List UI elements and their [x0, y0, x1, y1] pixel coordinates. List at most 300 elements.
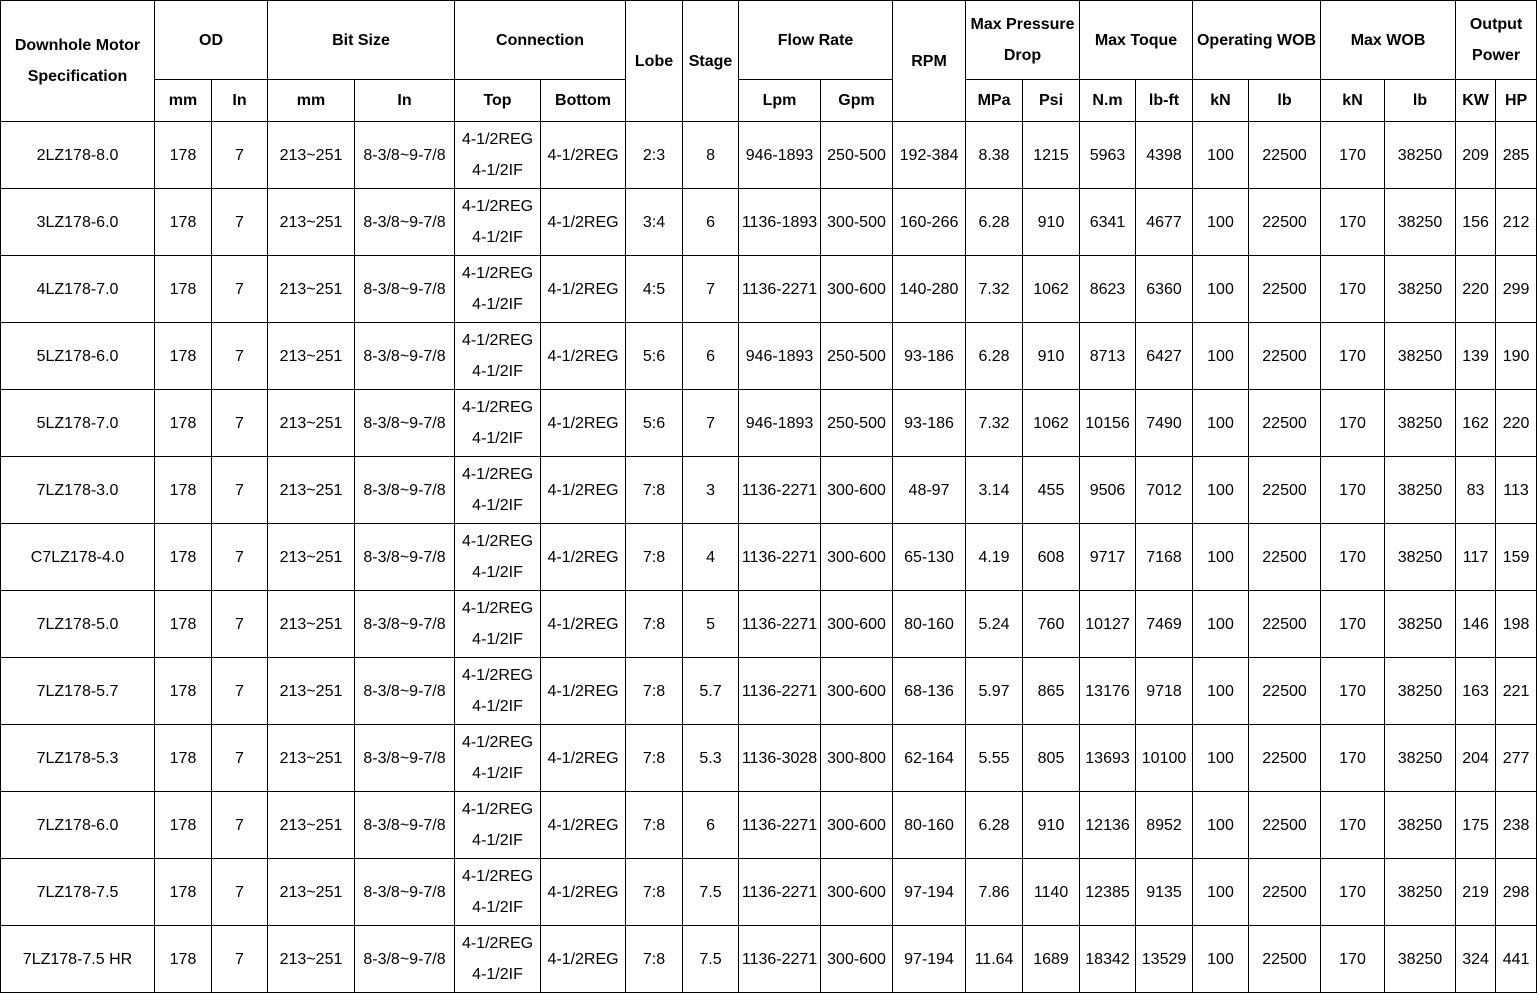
- cell-conn-bottom: 4-1/2REG: [541, 591, 626, 658]
- cell-power-hp: 159: [1496, 524, 1537, 591]
- cell-pressure-mpa: 5.24: [966, 591, 1023, 658]
- cell-conn-top-if: 4-1/2IF: [472, 497, 523, 514]
- cell-owob-lb: 22500: [1249, 390, 1321, 457]
- cell-bit-mm: 213~251: [268, 926, 355, 993]
- cell-owob-lb: 22500: [1249, 256, 1321, 323]
- cell-conn-top-if: 4-1/2IF: [472, 698, 523, 715]
- cell-mwob-kn: 170: [1321, 591, 1385, 658]
- cell-bit-mm: 213~251: [268, 859, 355, 926]
- cell-model: 7LZ178-7.5: [1, 859, 155, 926]
- cell-flow-gpm: 300-600: [821, 859, 893, 926]
- cell-rpm: 192-384: [893, 122, 966, 189]
- cell-model: 7LZ178-5.3: [1, 725, 155, 792]
- cell-conn-bottom: 4-1/2REG: [541, 457, 626, 524]
- header-rpm: RPM: [893, 1, 966, 122]
- cell-mwob-lb: 38250: [1385, 792, 1456, 859]
- cell-toque-lbft: 4677: [1136, 189, 1193, 256]
- cell-bit-in: 8-3/8~9-7/8: [355, 792, 455, 859]
- header-lobe: Lobe: [626, 1, 683, 122]
- subheader-pressure-mpa: MPa: [966, 80, 1023, 122]
- cell-owob-lb: 22500: [1249, 524, 1321, 591]
- cell-power-kw: 162: [1456, 390, 1496, 457]
- cell-power-hp: 285: [1496, 122, 1537, 189]
- cell-pressure-psi: 1062: [1023, 390, 1080, 457]
- cell-owob-kn: 100: [1193, 591, 1249, 658]
- subheader-power-kw: KW: [1456, 80, 1496, 122]
- cell-toque-nm: 5963: [1080, 122, 1136, 189]
- cell-owob-lb: 22500: [1249, 725, 1321, 792]
- cell-mwob-kn: 170: [1321, 859, 1385, 926]
- cell-lobe: 7:8: [626, 725, 683, 792]
- cell-toque-lbft: 7490: [1136, 390, 1193, 457]
- cell-pressure-psi: 1215: [1023, 122, 1080, 189]
- cell-owob-kn: 100: [1193, 323, 1249, 390]
- cell-lobe: 4:5: [626, 256, 683, 323]
- subheader-owob-lb: lb: [1249, 80, 1321, 122]
- cell-bit-in: 8-3/8~9-7/8: [355, 256, 455, 323]
- cell-flow-lpm: 1136-2271: [739, 792, 821, 859]
- cell-stage: 6: [683, 323, 739, 390]
- cell-conn-top: [455, 591, 541, 658]
- cell-od-mm: 178: [155, 591, 212, 658]
- cell-pressure-psi: 865: [1023, 658, 1080, 725]
- cell-pressure-mpa: 6.28: [966, 189, 1023, 256]
- cell-rpm: 97-194: [893, 926, 966, 993]
- header-operating-wob: Operating WOB: [1193, 1, 1321, 80]
- cell-stage: 6: [683, 189, 739, 256]
- header-bit-size: Bit Size: [268, 1, 455, 80]
- cell-pressure-mpa: 5.97: [966, 658, 1023, 725]
- cell-pressure-psi: 910: [1023, 792, 1080, 859]
- subheader-od-in: In: [212, 80, 268, 122]
- cell-model: 3LZ178-6.0: [1, 189, 155, 256]
- cell-conn-bottom: 4-1/2REG: [541, 323, 626, 390]
- cell-power-hp: 220: [1496, 390, 1537, 457]
- cell-conn-bottom: 4-1/2REG: [541, 859, 626, 926]
- cell-toque-lbft: 13529: [1136, 926, 1193, 993]
- cell-flow-lpm: 1136-2271: [739, 859, 821, 926]
- cell-od-mm: 178: [155, 457, 212, 524]
- cell-owob-lb: 22500: [1249, 926, 1321, 993]
- header-max-pressure-drop: Max Pressure Drop: [966, 1, 1080, 80]
- cell-bit-in: 8-3/8~9-7/8: [355, 122, 455, 189]
- cell-owob-kn: 100: [1193, 859, 1249, 926]
- table-row: [1, 189, 1537, 256]
- cell-lobe: 7:8: [626, 792, 683, 859]
- cell-lobe: 5:6: [626, 323, 683, 390]
- cell-power-kw: 156: [1456, 189, 1496, 256]
- subheader-conn-bottom: Bottom: [541, 80, 626, 122]
- cell-bit-mm: 213~251: [268, 524, 355, 591]
- cell-mwob-lb: 38250: [1385, 189, 1456, 256]
- header-max-toque: Max Toque: [1080, 1, 1193, 80]
- cell-conn-bottom: 4-1/2REG: [541, 524, 626, 591]
- table-row: [1, 323, 1537, 390]
- cell-power-kw: 220: [1456, 256, 1496, 323]
- cell-od-mm: 178: [155, 390, 212, 457]
- cell-conn-top-if: 4-1/2IF: [472, 363, 523, 380]
- cell-toque-nm: 12385: [1080, 859, 1136, 926]
- table-row: [1, 457, 1537, 524]
- header-flow-rate: Flow Rate: [739, 1, 893, 80]
- cell-flow-lpm: 1136-3028: [739, 725, 821, 792]
- cell-power-hp: 277: [1496, 725, 1537, 792]
- cell-mwob-kn: 170: [1321, 390, 1385, 457]
- cell-owob-kn: 100: [1193, 256, 1249, 323]
- cell-bit-in: 8-3/8~9-7/8: [355, 725, 455, 792]
- cell-pressure-psi: 608: [1023, 524, 1080, 591]
- cell-conn-bottom: 4-1/2REG: [541, 926, 626, 993]
- cell-power-kw: 219: [1456, 859, 1496, 926]
- table-row: [1, 658, 1537, 725]
- cell-conn-top-if: 4-1/2IF: [472, 296, 523, 313]
- cell-owob-kn: 100: [1193, 189, 1249, 256]
- cell-od-mm: 178: [155, 725, 212, 792]
- cell-owob-lb: 22500: [1249, 323, 1321, 390]
- cell-flow-lpm: 1136-2271: [739, 926, 821, 993]
- cell-power-hp: 299: [1496, 256, 1537, 323]
- table-row: [1, 122, 1537, 189]
- cell-bit-mm: 213~251: [268, 390, 355, 457]
- cell-flow-gpm: 250-500: [821, 323, 893, 390]
- cell-flow-lpm: 1136-2271: [739, 658, 821, 725]
- cell-mwob-kn: 170: [1321, 792, 1385, 859]
- cell-toque-nm: 13693: [1080, 725, 1136, 792]
- cell-conn-top-reg: 4-1/2REG: [461, 935, 534, 952]
- cell-bit-mm: 213~251: [268, 256, 355, 323]
- subheader-toque-nm: N.m: [1080, 80, 1136, 122]
- cell-conn-top: [455, 524, 541, 591]
- cell-flow-gpm: 300-600: [821, 256, 893, 323]
- cell-conn-top-if: 4-1/2IF: [472, 162, 523, 179]
- cell-toque-nm: 18342: [1080, 926, 1136, 993]
- cell-toque-nm: 12136: [1080, 792, 1136, 859]
- cell-stage: 6: [683, 792, 739, 859]
- cell-stage: 7: [683, 390, 739, 457]
- subheader-mwob-kn: kN: [1321, 80, 1385, 122]
- cell-power-hp: 198: [1496, 591, 1537, 658]
- cell-power-kw: 163: [1456, 658, 1496, 725]
- cell-od-mm: 178: [155, 524, 212, 591]
- cell-model: 7LZ178-5.7: [1, 658, 155, 725]
- cell-conn-top-if: 4-1/2IF: [472, 631, 523, 648]
- cell-flow-lpm: 946-1893: [739, 390, 821, 457]
- cell-bit-in: 8-3/8~9-7/8: [355, 323, 455, 390]
- cell-owob-kn: 100: [1193, 658, 1249, 725]
- cell-stage: 4: [683, 524, 739, 591]
- cell-owob-lb: 22500: [1249, 591, 1321, 658]
- table-row: [1, 792, 1537, 859]
- cell-owob-lb: 22500: [1249, 859, 1321, 926]
- cell-rpm: 62-164: [893, 725, 966, 792]
- cell-pressure-mpa: 5.55: [966, 725, 1023, 792]
- cell-flow-lpm: 1136-2271: [739, 591, 821, 658]
- cell-model: C7LZ178-4.0: [1, 524, 155, 591]
- cell-owob-kn: 100: [1193, 725, 1249, 792]
- cell-bit-mm: 213~251: [268, 792, 355, 859]
- subheader-power-hp: HP: [1496, 80, 1537, 122]
- cell-toque-nm: 10127: [1080, 591, 1136, 658]
- cell-conn-top-reg: 4-1/2REG: [461, 332, 534, 349]
- cell-conn-top-if: 4-1/2IF: [472, 430, 523, 447]
- table-row: [1, 926, 1537, 993]
- cell-bit-mm: 213~251: [268, 591, 355, 658]
- cell-od-mm: 178: [155, 323, 212, 390]
- cell-od-in: 7: [212, 323, 268, 390]
- cell-conn-top-if: 4-1/2IF: [472, 765, 523, 782]
- header-row-units: [1, 80, 1537, 122]
- cell-owob-kn: 100: [1193, 122, 1249, 189]
- subheader-flow-gpm: Gpm: [821, 80, 893, 122]
- cell-flow-gpm: 300-500: [821, 189, 893, 256]
- cell-model: 4LZ178-7.0: [1, 256, 155, 323]
- cell-owob-kn: 100: [1193, 792, 1249, 859]
- cell-power-kw: 175: [1456, 792, 1496, 859]
- cell-mwob-kn: 170: [1321, 323, 1385, 390]
- cell-rpm: 65-130: [893, 524, 966, 591]
- cell-power-kw: 209: [1456, 122, 1496, 189]
- cell-bit-mm: 213~251: [268, 323, 355, 390]
- cell-od-mm: 178: [155, 658, 212, 725]
- cell-mwob-lb: 38250: [1385, 859, 1456, 926]
- cell-od-mm: 178: [155, 859, 212, 926]
- table-row: [1, 725, 1537, 792]
- cell-toque-nm: 8623: [1080, 256, 1136, 323]
- cell-od-in: 7: [212, 122, 268, 189]
- cell-power-kw: 324: [1456, 926, 1496, 993]
- cell-od-in: 7: [212, 189, 268, 256]
- cell-pressure-psi: 1689: [1023, 926, 1080, 993]
- cell-rpm: 93-186: [893, 323, 966, 390]
- cell-flow-gpm: 300-600: [821, 926, 893, 993]
- cell-toque-lbft: 6427: [1136, 323, 1193, 390]
- cell-stage: 5.7: [683, 658, 739, 725]
- cell-toque-nm: 9506: [1080, 457, 1136, 524]
- subheader-toque-lbft: lb-ft: [1136, 80, 1193, 122]
- cell-conn-top: [455, 859, 541, 926]
- cell-model: 7LZ178-6.0: [1, 792, 155, 859]
- subheader-bit-in: In: [355, 80, 455, 122]
- cell-od-mm: 178: [155, 926, 212, 993]
- cell-conn-bottom: 4-1/2REG: [541, 122, 626, 189]
- table-body: [1, 122, 1537, 993]
- header-spec: Downhole Motor Specification: [1, 1, 155, 122]
- cell-rpm: 48-97: [893, 457, 966, 524]
- cell-mwob-kn: 170: [1321, 524, 1385, 591]
- cell-power-kw: 204: [1456, 725, 1496, 792]
- cell-conn-top-reg: 4-1/2REG: [461, 801, 534, 818]
- cell-conn-top: [455, 792, 541, 859]
- cell-pressure-mpa: 6.28: [966, 323, 1023, 390]
- cell-power-hp: 441: [1496, 926, 1537, 993]
- cell-model: 7LZ178-7.5 HR: [1, 926, 155, 993]
- cell-conn-top-reg: 4-1/2REG: [461, 131, 534, 148]
- cell-toque-lbft: 6360: [1136, 256, 1193, 323]
- header-stage: Stage: [683, 1, 739, 122]
- cell-toque-nm: 8713: [1080, 323, 1136, 390]
- cell-flow-gpm: 300-600: [821, 524, 893, 591]
- table-row: [1, 390, 1537, 457]
- cell-conn-top: [455, 390, 541, 457]
- cell-pressure-mpa: 7.86: [966, 859, 1023, 926]
- cell-owob-kn: 100: [1193, 926, 1249, 993]
- cell-pressure-mpa: 8.38: [966, 122, 1023, 189]
- cell-od-in: 7: [212, 591, 268, 658]
- cell-bit-mm: 213~251: [268, 457, 355, 524]
- cell-pressure-mpa: 7.32: [966, 390, 1023, 457]
- cell-conn-top: [455, 256, 541, 323]
- cell-conn-top-if: 4-1/2IF: [472, 832, 523, 849]
- cell-bit-in: 8-3/8~9-7/8: [355, 390, 455, 457]
- cell-bit-mm: 213~251: [268, 658, 355, 725]
- cell-pressure-psi: 1140: [1023, 859, 1080, 926]
- cell-flow-gpm: 250-500: [821, 122, 893, 189]
- cell-mwob-kn: 170: [1321, 256, 1385, 323]
- cell-toque-nm: 6341: [1080, 189, 1136, 256]
- cell-toque-nm: 9717: [1080, 524, 1136, 591]
- cell-pressure-mpa: 4.19: [966, 524, 1023, 591]
- cell-conn-bottom: 4-1/2REG: [541, 725, 626, 792]
- cell-pressure-psi: 805: [1023, 725, 1080, 792]
- cell-lobe: 7:8: [626, 524, 683, 591]
- cell-toque-lbft: 10100: [1136, 725, 1193, 792]
- cell-mwob-kn: 170: [1321, 189, 1385, 256]
- cell-lobe: 7:8: [626, 658, 683, 725]
- cell-conn-top-reg: 4-1/2REG: [461, 265, 534, 282]
- cell-owob-kn: 100: [1193, 390, 1249, 457]
- cell-stage: 7: [683, 256, 739, 323]
- cell-flow-lpm: 946-1893: [739, 122, 821, 189]
- cell-mwob-lb: 38250: [1385, 658, 1456, 725]
- cell-bit-in: 8-3/8~9-7/8: [355, 457, 455, 524]
- cell-conn-top: [455, 122, 541, 189]
- table-row: [1, 524, 1537, 591]
- cell-mwob-kn: 170: [1321, 658, 1385, 725]
- cell-mwob-kn: 170: [1321, 926, 1385, 993]
- cell-conn-top: [455, 658, 541, 725]
- cell-flow-lpm: 1136-1893: [739, 189, 821, 256]
- cell-lobe: 5:6: [626, 390, 683, 457]
- cell-model: 7LZ178-3.0: [1, 457, 155, 524]
- cell-rpm: 93-186: [893, 390, 966, 457]
- cell-power-hp: 190: [1496, 323, 1537, 390]
- cell-power-kw: 117: [1456, 524, 1496, 591]
- cell-od-in: 7: [212, 256, 268, 323]
- cell-od-in: 7: [212, 457, 268, 524]
- cell-bit-mm: 213~251: [268, 189, 355, 256]
- cell-power-kw: 83: [1456, 457, 1496, 524]
- subheader-pressure-psi: Psi: [1023, 80, 1080, 122]
- cell-bit-in: 8-3/8~9-7/8: [355, 524, 455, 591]
- cell-mwob-lb: 38250: [1385, 256, 1456, 323]
- cell-od-mm: 178: [155, 122, 212, 189]
- cell-conn-top-reg: 4-1/2REG: [461, 466, 534, 483]
- cell-bit-mm: 213~251: [268, 122, 355, 189]
- cell-flow-lpm: 946-1893: [739, 323, 821, 390]
- cell-owob-kn: 100: [1193, 457, 1249, 524]
- cell-toque-lbft: 9135: [1136, 859, 1193, 926]
- cell-flow-lpm: 1136-2271: [739, 256, 821, 323]
- cell-flow-lpm: 1136-2271: [739, 457, 821, 524]
- cell-conn-bottom: 4-1/2REG: [541, 792, 626, 859]
- cell-conn-top-reg: 4-1/2REG: [461, 868, 534, 885]
- cell-toque-lbft: 7012: [1136, 457, 1193, 524]
- cell-mwob-lb: 38250: [1385, 926, 1456, 993]
- cell-mwob-lb: 38250: [1385, 591, 1456, 658]
- cell-toque-lbft: 9718: [1136, 658, 1193, 725]
- cell-pressure-mpa: 11.64: [966, 926, 1023, 993]
- cell-od-in: 7: [212, 658, 268, 725]
- subheader-flow-lpm: Lpm: [739, 80, 821, 122]
- cell-model: 5LZ178-7.0: [1, 390, 155, 457]
- cell-stage: 5: [683, 591, 739, 658]
- cell-conn-top-if: 4-1/2IF: [472, 229, 523, 246]
- cell-conn-bottom: 4-1/2REG: [541, 256, 626, 323]
- cell-power-hp: 212: [1496, 189, 1537, 256]
- cell-conn-top: [455, 725, 541, 792]
- cell-lobe: 3:4: [626, 189, 683, 256]
- table-row: [1, 256, 1537, 323]
- cell-conn-top-reg: 4-1/2REG: [461, 734, 534, 751]
- cell-mwob-kn: 170: [1321, 122, 1385, 189]
- cell-conn-top-reg: 4-1/2REG: [461, 533, 534, 550]
- cell-pressure-psi: 910: [1023, 189, 1080, 256]
- cell-toque-lbft: 7469: [1136, 591, 1193, 658]
- cell-conn-bottom: 4-1/2REG: [541, 189, 626, 256]
- cell-flow-gpm: 300-600: [821, 792, 893, 859]
- cell-mwob-lb: 38250: [1385, 323, 1456, 390]
- cell-power-hp: 221: [1496, 658, 1537, 725]
- cell-conn-top-if: 4-1/2IF: [472, 966, 523, 983]
- cell-owob-lb: 22500: [1249, 457, 1321, 524]
- cell-conn-top-reg: 4-1/2REG: [461, 198, 534, 215]
- cell-rpm: 80-160: [893, 792, 966, 859]
- cell-conn-top-if: 4-1/2IF: [472, 564, 523, 581]
- subheader-bit-mm: mm: [268, 80, 355, 122]
- cell-toque-nm: 10156: [1080, 390, 1136, 457]
- cell-rpm: 80-160: [893, 591, 966, 658]
- table-header: [1, 1, 1537, 122]
- cell-mwob-lb: 38250: [1385, 725, 1456, 792]
- cell-toque-lbft: 7168: [1136, 524, 1193, 591]
- cell-rpm: 68-136: [893, 658, 966, 725]
- cell-lobe: 7:8: [626, 457, 683, 524]
- cell-pressure-mpa: 6.28: [966, 792, 1023, 859]
- cell-conn-top: [455, 323, 541, 390]
- cell-conn-top-if: 4-1/2IF: [472, 899, 523, 916]
- cell-conn-top: [455, 926, 541, 993]
- cell-flow-lpm: 1136-2271: [739, 524, 821, 591]
- cell-pressure-mpa: 7.32: [966, 256, 1023, 323]
- cell-od-mm: 178: [155, 256, 212, 323]
- cell-od-in: 7: [212, 725, 268, 792]
- cell-lobe: 2:3: [626, 122, 683, 189]
- cell-power-hp: 238: [1496, 792, 1537, 859]
- cell-lobe: 7:8: [626, 591, 683, 658]
- cell-flow-gpm: 300-600: [821, 591, 893, 658]
- cell-mwob-lb: 38250: [1385, 122, 1456, 189]
- cell-stage: 3: [683, 457, 739, 524]
- subheader-owob-kn: kN: [1193, 80, 1249, 122]
- cell-rpm: 160-266: [893, 189, 966, 256]
- header-row-main: [1, 1, 1537, 80]
- cell-toque-nm: 13176: [1080, 658, 1136, 725]
- header-od: OD: [155, 1, 268, 80]
- cell-mwob-lb: 38250: [1385, 457, 1456, 524]
- cell-owob-kn: 100: [1193, 524, 1249, 591]
- header-output-power: Output Power: [1456, 1, 1537, 80]
- cell-bit-in: 8-3/8~9-7/8: [355, 926, 455, 993]
